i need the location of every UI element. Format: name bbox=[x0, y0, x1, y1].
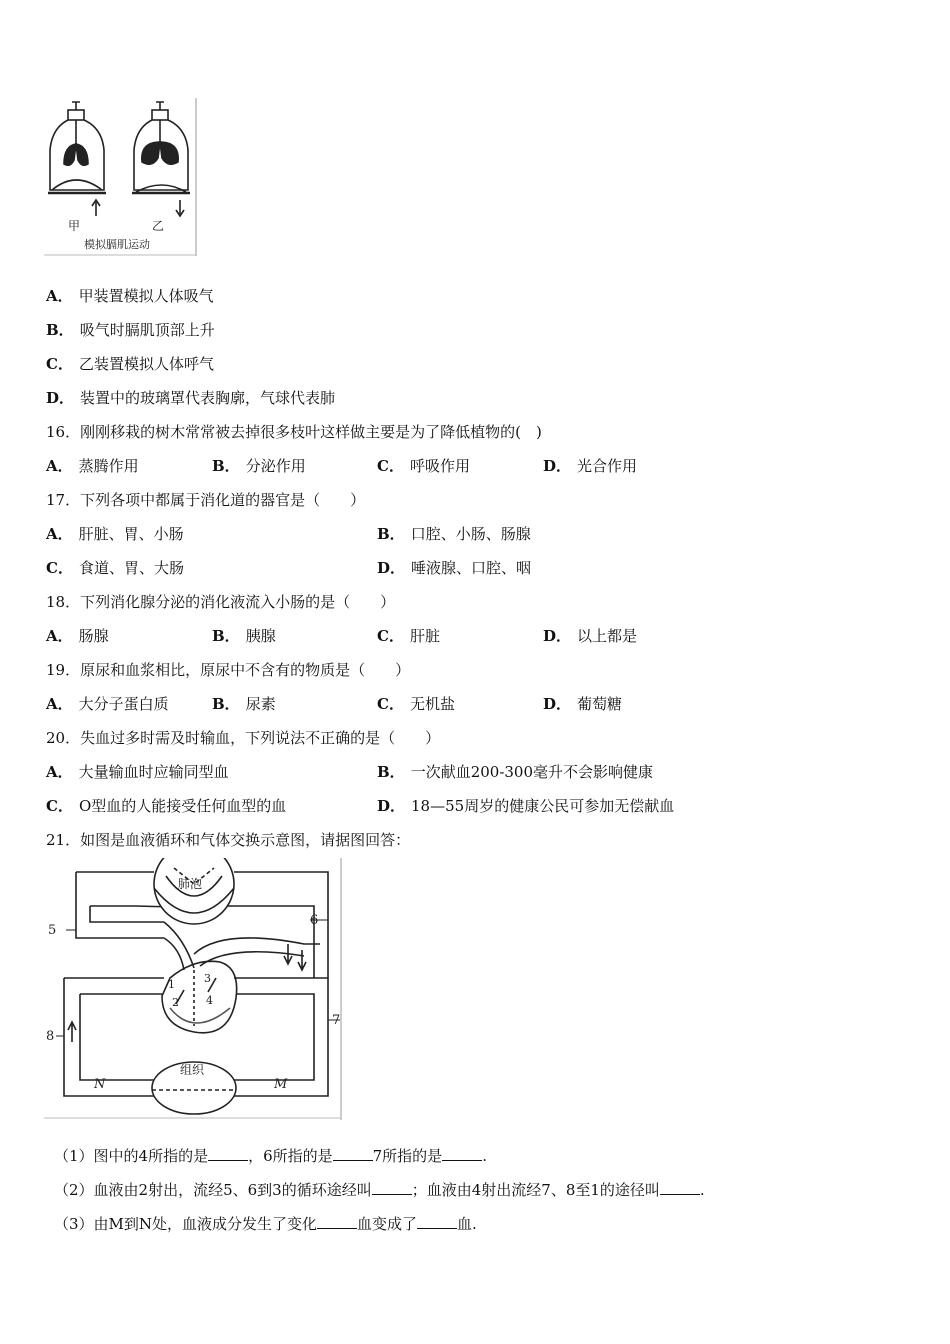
q21-sub2 bbox=[54, 1180, 705, 1200]
q19-stem: 19．原尿和血浆相比，原尿中不含有的物质是（ ） bbox=[46, 661, 411, 679]
q17-option-a bbox=[46, 524, 184, 544]
option-text: 肝脏 bbox=[409, 627, 440, 645]
num-6: 6 bbox=[310, 913, 319, 928]
jar-right bbox=[132, 102, 190, 216]
q17-option-b bbox=[377, 524, 531, 544]
q17-option-d bbox=[377, 558, 531, 578]
option-label: D． bbox=[543, 627, 572, 645]
option-label: A． bbox=[46, 763, 73, 781]
num-8: 8 bbox=[46, 1029, 55, 1044]
num-3: 3 bbox=[204, 972, 211, 985]
option-text: 食道、胃、大肠 bbox=[78, 559, 184, 577]
q16-option-c bbox=[377, 456, 470, 476]
option-label: B． bbox=[212, 627, 240, 645]
option-label: A． bbox=[46, 627, 73, 645]
q16-option-a bbox=[46, 456, 139, 476]
num-2: 2 bbox=[172, 996, 179, 1009]
q17-stem: 17．下列各项中都属于消化道的器官是（ ） bbox=[46, 491, 366, 509]
q16-option-b bbox=[212, 456, 306, 476]
q18-option-a bbox=[46, 626, 109, 646]
option-text: 尿素 bbox=[245, 695, 276, 713]
option-text: 装置中的玻璃罩代表胸廓，气球代表肺 bbox=[80, 389, 336, 407]
option-text: 大分子蛋白质 bbox=[78, 695, 169, 713]
option-text: O型血的人能接受任何血型的血 bbox=[78, 797, 287, 815]
q20-option-d bbox=[377, 796, 674, 816]
option-label: A． bbox=[46, 525, 73, 543]
q20-option-b bbox=[377, 762, 653, 782]
letter-m: M bbox=[274, 1077, 288, 1092]
option-label: C． bbox=[377, 457, 404, 475]
option-label: C． bbox=[46, 355, 73, 373]
q19-option-c bbox=[377, 694, 455, 714]
option-text: 分泌作用 bbox=[245, 457, 306, 475]
q20-option-a bbox=[46, 762, 229, 782]
answer-blank[interactable] bbox=[417, 1214, 457, 1229]
option-text: 胰腺 bbox=[245, 627, 276, 645]
option-label: C． bbox=[377, 695, 404, 713]
option-text: 口腔、小肠、肠腺 bbox=[410, 525, 531, 543]
figure-caption: 模拟膈肌运动 bbox=[84, 238, 150, 251]
q18-option-c bbox=[377, 626, 440, 646]
option-text: 呼吸作用 bbox=[409, 457, 470, 475]
option-label: B． bbox=[212, 457, 240, 475]
q15-option-d bbox=[46, 388, 335, 408]
sub2-part3: . bbox=[699, 1181, 705, 1199]
q15-option-a bbox=[46, 286, 214, 306]
sub1-part4: . bbox=[482, 1147, 487, 1165]
blood-circulation-figure bbox=[44, 858, 344, 1120]
option-text: 甲装置模拟人体吸气 bbox=[78, 287, 214, 305]
q19-option-b bbox=[212, 694, 276, 714]
option-text: 蒸腾作用 bbox=[78, 457, 139, 475]
answer-blank[interactable] bbox=[317, 1214, 357, 1229]
q19-option-a bbox=[46, 694, 169, 714]
option-label: C． bbox=[46, 797, 73, 815]
option-label: A． bbox=[46, 457, 73, 475]
option-label: B． bbox=[212, 695, 240, 713]
circulation-diagram bbox=[44, 858, 344, 1120]
q15-option-c bbox=[46, 354, 214, 374]
letter-n: N bbox=[94, 1077, 106, 1092]
answer-blank[interactable] bbox=[208, 1146, 248, 1161]
option-label: A． bbox=[46, 695, 73, 713]
num-1: 1 bbox=[168, 978, 175, 991]
alveoli-label: 肺泡 bbox=[178, 877, 203, 891]
q15-option-b bbox=[46, 320, 215, 340]
q20-option-c bbox=[46, 796, 286, 816]
option-label: D． bbox=[377, 797, 406, 815]
sub2-part2: ；血液由4射出流经7、8至1的途径叫 bbox=[411, 1181, 660, 1199]
q19-option-d bbox=[543, 694, 622, 714]
option-text: 葡萄糖 bbox=[577, 695, 623, 713]
option-label: B． bbox=[377, 763, 405, 781]
option-text: 肝脏、胃、小肠 bbox=[78, 525, 184, 543]
sub1-part3: 7所指的是 bbox=[372, 1147, 443, 1165]
num-4: 4 bbox=[206, 994, 213, 1007]
answer-blank[interactable] bbox=[660, 1180, 700, 1195]
diaphragm-model-figure bbox=[44, 98, 198, 256]
option-text: 吸气时膈肌顶部上升 bbox=[79, 321, 215, 339]
label-yi: 乙 bbox=[152, 219, 165, 233]
answer-blank[interactable] bbox=[442, 1146, 482, 1161]
tissue-label: 组织 bbox=[180, 1063, 205, 1077]
q16-option-d bbox=[543, 456, 637, 476]
q17-option-c bbox=[46, 558, 184, 578]
q21-sub3 bbox=[54, 1214, 477, 1234]
sub3-part3: 血. bbox=[457, 1215, 477, 1233]
q18-option-b bbox=[212, 626, 276, 646]
option-text: 18—55周岁的健康公民可参加无偿献血 bbox=[411, 797, 675, 815]
option-text: 以上都是 bbox=[577, 627, 638, 645]
q18-option-d bbox=[543, 626, 637, 646]
num-5: 5 bbox=[48, 923, 57, 938]
num-7: 7 bbox=[332, 1013, 341, 1028]
sub3-part2: 血变成了 bbox=[357, 1215, 418, 1233]
option-text: 唾液腺、口腔、咽 bbox=[411, 559, 532, 577]
label-jia: 甲 bbox=[68, 219, 81, 233]
sub1-part1: （1）图中的4所指的是 bbox=[54, 1147, 209, 1165]
sub3-part1: （3）由M到N处，血液成分发生了变化 bbox=[54, 1215, 318, 1233]
option-label: A． bbox=[46, 287, 73, 305]
q21-sub1 bbox=[54, 1146, 487, 1166]
option-label: B． bbox=[377, 525, 405, 543]
option-label: D． bbox=[543, 695, 572, 713]
diaphragm-model-drawing bbox=[44, 98, 198, 256]
answer-blank[interactable] bbox=[372, 1180, 412, 1195]
option-text: 一次献血200-300毫升不会影响健康 bbox=[410, 763, 654, 781]
option-label: D． bbox=[46, 389, 75, 407]
option-label: D． bbox=[543, 457, 572, 475]
option-text: 乙装置模拟人体呼气 bbox=[78, 355, 214, 373]
q18-stem: 18．下列消化腺分泌的消化液流入小肠的是（ ） bbox=[46, 593, 396, 611]
sub1-part2: ，6所指的是 bbox=[248, 1147, 333, 1165]
option-label: B． bbox=[46, 321, 74, 339]
q16-stem: 16．刚刚移栽的树木常常被去掉很多枝叶这样做主要是为了降低植物的( ) bbox=[46, 423, 542, 441]
option-label: C． bbox=[46, 559, 73, 577]
q20-stem: 20．失血过多时需及时输血，下列说法不正确的是（ ） bbox=[46, 729, 441, 747]
option-label: C． bbox=[377, 627, 404, 645]
option-text: 肠腺 bbox=[78, 627, 109, 645]
jar-left bbox=[48, 102, 106, 216]
q21-stem: 21．如图是血液循环和气体交换示意图，请据图回答： bbox=[46, 831, 411, 849]
option-text: 大量输血时应输同型血 bbox=[78, 763, 229, 781]
answer-blank[interactable] bbox=[333, 1146, 373, 1161]
option-text: 无机盐 bbox=[409, 695, 455, 713]
option-label: D． bbox=[377, 559, 406, 577]
sub2-part1: （2）血液由2射出，流经5、6到3的循环途经叫 bbox=[54, 1181, 372, 1199]
option-text: 光合作用 bbox=[577, 457, 638, 475]
